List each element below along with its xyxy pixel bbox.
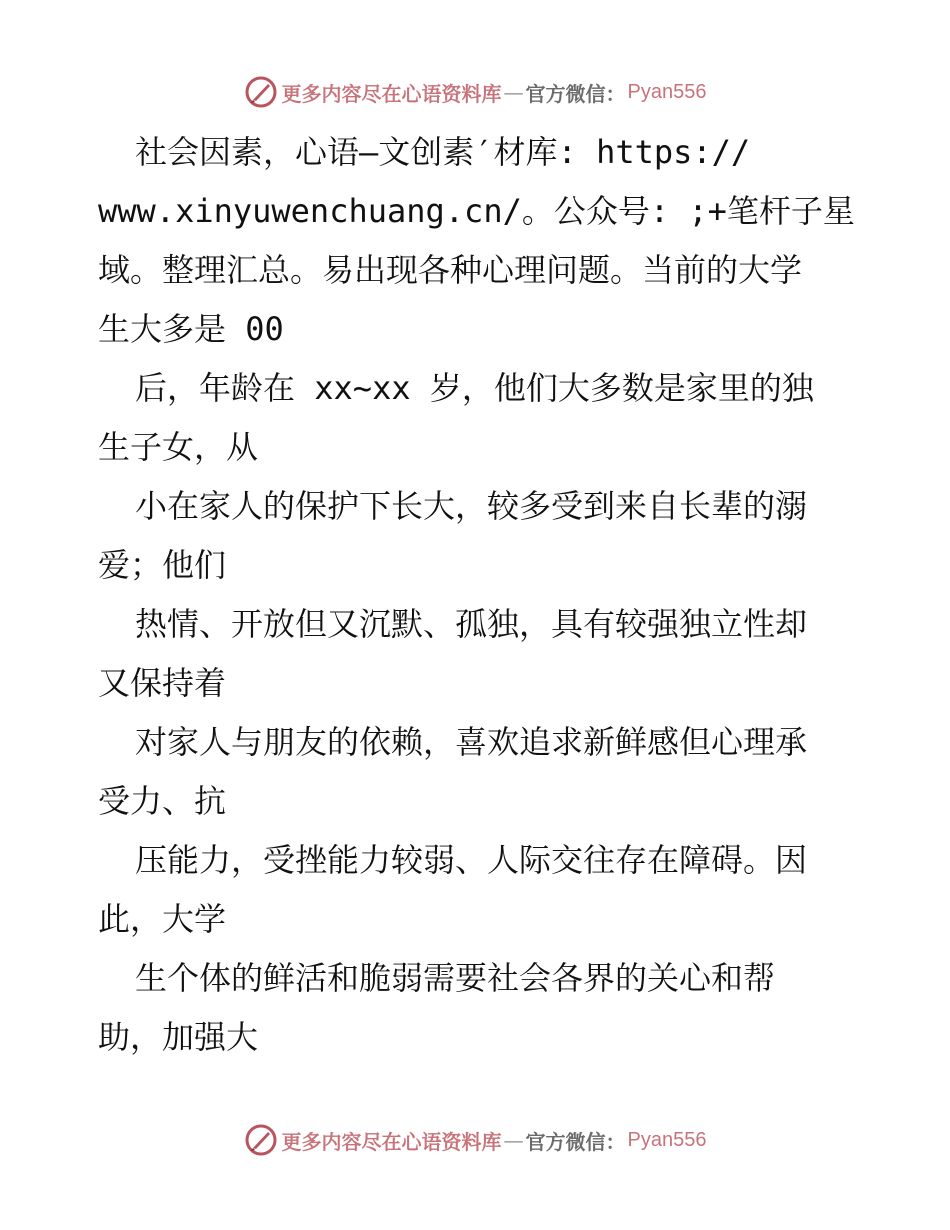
banner-separator: — [503,80,524,104]
text-line: 小在家人的保护下长大，较多受到来自长辈的溺 [135,487,808,525]
text-line: 又保持着 [98,664,227,702]
banner-wechat-label: 官方微信： [525,81,626,106]
body-text [98,123,858,1067]
text-line: www.xinyuwenchuang.cn/。公众号: ;+笔杆子星 [98,192,855,230]
text-line: 助，加强大 [98,1018,259,1056]
text-line: 生个体的鲜活和脆弱需要社会各界的关心和帮 [135,959,776,997]
text-line: 此，大学 [98,900,227,938]
text-line: 生子女，从 [98,428,259,466]
text-line: 域。整理汇总。易出现各种心理问题。当前的大学 [98,251,803,289]
quill-pen-circle-icon [244,1123,278,1157]
text-line: 热情、开放但又沉默、孤独，具有较强独立性却 [135,605,808,643]
banner-wechat-handle: Pyan556 [627,1128,707,1151]
header-banner [0,72,950,112]
text-line: 压能力，受挫能力较弱、人际交往存在障碍。因 [135,841,808,879]
text-line: 对家人与朋友的依赖，喜欢追求新鲜感但心理承 [135,723,808,761]
quill-pen-circle-icon [244,75,278,109]
banner-wechat-label: 官方微信： [525,1129,626,1154]
text-line: 受力、抗 [98,782,227,820]
banner-main-text: 更多内容尽在心语资料库 [281,81,502,106]
text-line: 社会因素，心语—文创素′材库: https:// [135,133,751,171]
text-line: 爱；他们 [98,546,227,584]
banner-wechat-handle: Pyan556 [627,80,707,103]
banner-separator: — [503,1128,524,1152]
footer-banner [0,1120,950,1160]
banner-main-text: 更多内容尽在心语资料库 [281,1129,502,1154]
text-line: 后，年龄在 xx~xx 岁，他们大多数是家里的独 [135,369,814,407]
text-line: 生大多是 00 [98,310,284,348]
